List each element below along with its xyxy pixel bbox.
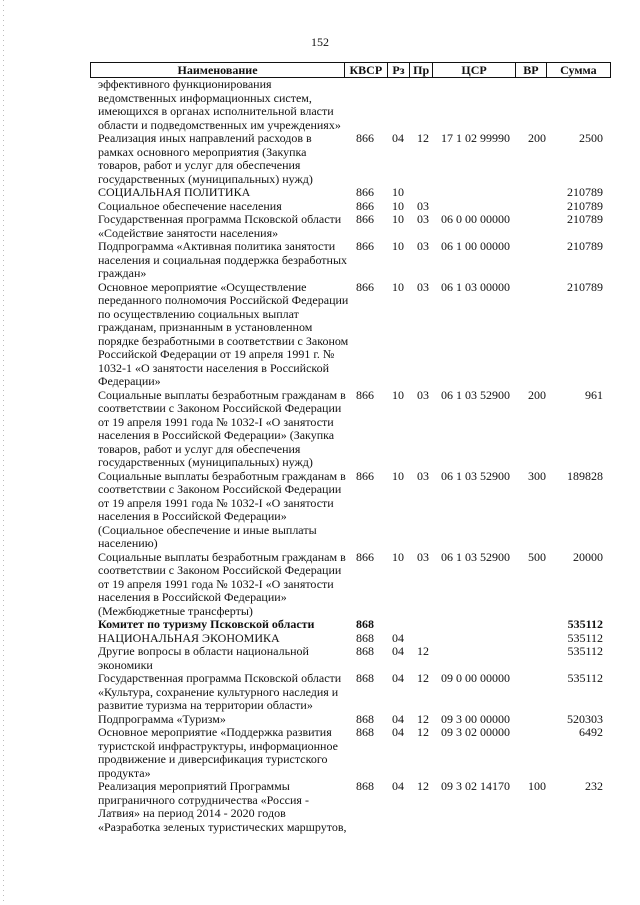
row-name: Комитет по туризму Псковской области — [98, 617, 315, 631]
row-csr: 06 1 03 52900 — [441, 468, 510, 483]
header-name: Наименование — [177, 63, 258, 77]
header-kvsr: КВСР — [344, 63, 387, 77]
header-csr: ЦСР — [432, 63, 515, 77]
table-row — [98, 672, 608, 713]
row-csr: 06 1 00 00000 — [441, 239, 510, 253]
row-kvsr: 866 — [356, 212, 374, 226]
row-kvsr: 868 — [356, 644, 374, 658]
row-csr: 09 3 02 00000 — [441, 725, 510, 739]
row-kvsr: 868 — [356, 671, 374, 685]
row-rz: 10 — [392, 198, 404, 213]
row-pr: 12 — [417, 644, 429, 658]
row-kvsr: 866 — [356, 198, 374, 213]
table-row — [98, 240, 608, 281]
row-pr: 12 — [417, 131, 429, 145]
row-kvsr: 866 — [356, 387, 374, 402]
row-kvsr: 866 — [356, 131, 374, 145]
row-name: Реализация мероприятий Программы приграничного сотрудничества «Россия - Латвия» на период 2014 - 2020 годов «Разработка зеленых туристических маршрутов, — [98, 779, 347, 834]
table-row — [98, 213, 608, 240]
row-kvsr: 868 — [356, 630, 374, 645]
table-row — [98, 618, 608, 632]
row-rz: 04 — [392, 630, 404, 645]
row-vr: 300 — [528, 468, 546, 483]
header-sum: Сумма — [546, 63, 610, 77]
row-vr: 200 — [528, 387, 546, 402]
row-csr: 09 3 02 14170 — [441, 779, 510, 793]
table-row — [98, 551, 608, 619]
header-rz: Рз — [387, 63, 410, 77]
row-kvsr: 866 — [356, 279, 374, 294]
row-rz: 10 — [392, 212, 404, 226]
row-pr: 03 — [417, 468, 429, 483]
row-sum: 210789 — [567, 212, 603, 226]
row-sum: 232 — [585, 779, 603, 793]
table-row — [98, 645, 608, 672]
row-csr: 06 1 03 52900 — [441, 387, 510, 402]
row-kvsr: 866 — [356, 468, 374, 483]
row-rz: 10 — [392, 387, 404, 402]
header-pr: Пр — [409, 63, 432, 77]
row-sum: 520303 — [567, 711, 603, 726]
table-row — [98, 132, 608, 186]
row-rz: 04 — [392, 131, 404, 145]
row-pr: 03 — [417, 387, 429, 402]
row-name: Реализация иных направлений расходов в рамках основного мероприятия (Закупка товаров, работ и услуг для обеспечения государственных (муниципальных) нужд) — [98, 131, 313, 186]
row-rz: 10 — [392, 468, 404, 483]
row-pr: 12 — [417, 711, 429, 726]
row-csr: 09 0 00 00000 — [441, 671, 510, 685]
row-sum: 535112 — [567, 630, 603, 645]
row-name: Государственная программа Псковской области «Культура, сохранение культурного наследия и развитие туризма на территории области» — [98, 671, 342, 712]
row-pr: 03 — [417, 198, 429, 213]
table-row — [98, 389, 608, 470]
row-sum: 961 — [585, 387, 603, 402]
table-row — [98, 713, 608, 727]
row-kvsr: 868 — [356, 711, 374, 726]
row-pr: 03 — [417, 549, 429, 564]
row-sum: 20000 — [573, 549, 603, 564]
row-name: Основное мероприятие «Поддержка развития туристской инфраструктуры, информационное продвижение и диверсификация туристского продукта» — [98, 725, 338, 780]
row-rz: 04 — [392, 644, 404, 658]
row-kvsr: 866 — [356, 239, 374, 253]
row-rz: 10 — [392, 239, 404, 253]
row-sum: 210789 — [567, 279, 603, 294]
row-name: Социальные выплаты безработным гражданам в соответствии с Законом Российской Федерации от 19 апреля 1991 года № 1032-I «О занятости населения в Российской Федерации» (Закупка товаров, работ и услуг для обеспечения государственных (муниципальных) нужд) — [98, 387, 346, 469]
row-pr: 12 — [417, 671, 429, 685]
row-csr: 06 1 03 00000 — [441, 279, 510, 294]
row-name: СОЦИАЛЬНАЯ ПОЛИТИКА — [98, 185, 251, 199]
row-vr: 200 — [528, 131, 546, 145]
header-vr: ВР — [515, 63, 546, 77]
row-pr: 03 — [417, 279, 429, 294]
row-sum: 210789 — [567, 239, 603, 253]
row-pr: 12 — [417, 779, 429, 793]
row-rz: 04 — [392, 779, 404, 793]
row-rz: 10 — [392, 185, 404, 199]
row-name: Социальное обеспечение населения — [98, 198, 282, 213]
row-name: Основное мероприятие «Осуществление переданного полномочия Российской Федерации по осуществлению социальных выплат гражданам, признанным в установленном порядке безработными в соответствии с Законом Российской Федерации от 19 апреля 1991 г. № 1032-1 «О занятости населения в Российской Федерации» — [98, 279, 349, 388]
row-rz: 10 — [392, 549, 404, 564]
table-row — [98, 281, 608, 389]
table-row — [98, 780, 608, 834]
row-name: Другие вопросы в области национальной экономики — [98, 644, 309, 672]
table-row — [98, 632, 608, 646]
row-pr: 03 — [417, 212, 429, 226]
row-sum: 535112 — [567, 644, 603, 658]
row-csr: 06 0 00 00000 — [441, 212, 510, 226]
table-row — [98, 726, 608, 780]
row-name: НАЦИОНАЛЬНАЯ ЭКОНОМИКА — [98, 630, 280, 645]
row-vr: 500 — [528, 549, 546, 564]
table-row — [98, 186, 608, 200]
budget-table-body — [98, 78, 608, 834]
row-name: Подпрограмма «Активная политика занятости населения и социальная поддержка безработных граждан» — [98, 239, 348, 280]
table-row — [98, 200, 608, 214]
row-sum: 535112 — [567, 671, 603, 685]
row-kvsr: 866 — [356, 185, 374, 199]
row-csr: 06 1 03 52900 — [441, 549, 510, 564]
row-name: Подпрограмма «Туризм» — [98, 711, 226, 726]
row-csr: 09 3 00 00000 — [441, 711, 510, 726]
row-kvsr: 866 — [356, 549, 374, 564]
row-kvsr: 868 — [356, 617, 374, 631]
row-sum: 535112 — [567, 617, 603, 631]
row-rz: 04 — [392, 711, 404, 726]
row-kvsr: 868 — [356, 725, 374, 739]
table-header — [90, 62, 611, 78]
row-pr: 12 — [417, 725, 429, 739]
table-row — [98, 78, 608, 132]
row-sum: 210789 — [567, 198, 603, 213]
row-name: Социальные выплаты безработным гражданам в соответствии с Законом Российской Федерации от 19 апреля 1991 года № 1032-I «О занятости населения в Российской Федерации» (Межбюджетные трансферты) — [98, 549, 346, 618]
row-name: Государственная программа Псковской области «Содействие занятости населения» — [98, 212, 342, 240]
row-sum: 2500 — [579, 131, 603, 145]
row-name: эффективного функционирования ведомственных информационных систем, имеющихся в органах исполнительной власти области и подведомственных им учреждениях» — [98, 77, 341, 132]
row-sum: 189828 — [567, 468, 603, 483]
row-sum: 6492 — [579, 725, 603, 739]
row-rz: 10 — [392, 279, 404, 294]
row-pr: 03 — [417, 239, 429, 253]
table-row — [98, 470, 608, 551]
row-sum: 210789 — [567, 185, 603, 199]
page-number: 152 — [311, 35, 329, 49]
row-kvsr: 868 — [356, 779, 374, 793]
scan-edge — [3, 0, 4, 905]
row-rz: 04 — [392, 725, 404, 739]
row-rz: 04 — [392, 671, 404, 685]
row-vr: 100 — [528, 779, 546, 793]
row-name: Социальные выплаты безработным гражданам в соответствии с Законом Российской Федерации от 19 апреля 1991 года № 1032-I «О занятости населения в Российской Федерации» (Социальное обеспечение и иные выплаты населению) — [98, 468, 346, 550]
row-csr: 17 1 02 99990 — [441, 131, 510, 145]
